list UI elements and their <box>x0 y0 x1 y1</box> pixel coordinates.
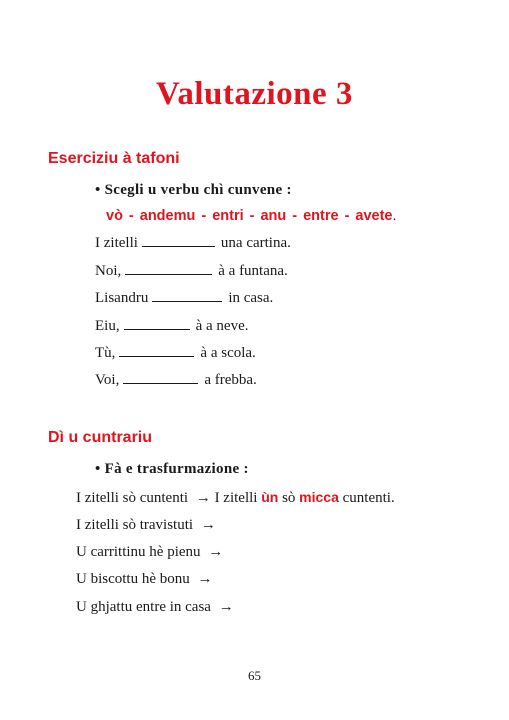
example-sentence: I zitelli sò cuntenti <box>76 490 189 506</box>
word-bank-item: avete <box>355 208 393 224</box>
fill-blank-row <box>95 345 256 362</box>
word-separator: - <box>201 208 207 224</box>
word-bank-item: entri <box>212 208 244 224</box>
answer-blank[interactable] <box>152 291 222 302</box>
row-suffix: à a scola. <box>200 345 256 361</box>
transform-sentence: U carrittinu hè pienu <box>76 544 201 560</box>
transform-sentence: U ghjattu entre in casa <box>76 599 211 615</box>
answer-blank[interactable] <box>124 319 190 330</box>
arrow-icon: → <box>200 517 216 533</box>
example-answer-part: I zitelli <box>214 490 258 506</box>
transform-sentence: U biscottu hè bonu <box>76 571 190 587</box>
word-separator: - <box>292 208 298 224</box>
fill-blank-row <box>95 263 288 280</box>
row-prefix: Lisandru <box>95 290 149 306</box>
word-bank-item: andemu <box>139 208 196 224</box>
row-suffix: in casa. <box>228 290 274 306</box>
fill-blank-row <box>95 318 248 335</box>
row-prefix: Tù, <box>95 345 116 361</box>
word-bank-item: entre <box>303 208 339 224</box>
word-bank-item: anu <box>260 208 287 224</box>
transform-row <box>76 544 223 561</box>
section-heading-fill-blanks: Eserciziu à tafoni <box>48 150 180 167</box>
row-suffix: una cartina. <box>220 235 291 251</box>
negation-highlight: micca <box>299 489 339 505</box>
example-answer-part: sò <box>282 490 296 506</box>
row-prefix: I zitelli <box>95 235 138 251</box>
word-separator: - <box>249 208 255 224</box>
page-number: 65 <box>248 668 261 683</box>
instruction-transform: • Fà e trasfurmazione : <box>95 461 249 477</box>
row-suffix: à a neve. <box>195 318 249 334</box>
instruction-choose-verb: • Scegli u verbu chì cunvene : <box>95 182 292 198</box>
answer-blank[interactable] <box>119 346 194 357</box>
transform-row <box>76 517 216 534</box>
page-title: Valutazione 3 <box>156 76 353 112</box>
word-bank-period: . <box>392 208 397 224</box>
answer-blank[interactable] <box>123 373 198 384</box>
word-separator: - <box>344 208 350 224</box>
arrow-icon: → <box>208 544 224 560</box>
row-suffix: a frebba. <box>204 372 257 388</box>
transform-row <box>76 571 213 588</box>
example-answer-part: cuntenti. <box>342 490 395 506</box>
row-prefix: Voi, <box>95 372 120 388</box>
arrow-icon: → <box>218 599 234 615</box>
fill-blank-row <box>95 290 273 307</box>
answer-blank[interactable] <box>125 264 212 275</box>
example-row <box>76 489 395 507</box>
arrow-icon: → <box>195 490 211 506</box>
fill-blank-row <box>95 235 291 252</box>
word-separator: - <box>128 208 134 224</box>
row-prefix: Eiu, <box>95 318 120 334</box>
word-bank-item: vò <box>106 208 123 224</box>
negation-highlight: ùn <box>261 489 279 505</box>
transform-row <box>76 599 234 616</box>
arrow-icon: → <box>197 571 213 587</box>
transform-sentence: I zitelli sò travistuti <box>76 517 194 533</box>
section-heading-opposite: Dì u cuntrariu <box>48 429 153 446</box>
row-suffix: à a funtana. <box>218 263 288 279</box>
fill-blank-row <box>95 372 257 389</box>
answer-blank[interactable] <box>142 236 215 247</box>
row-prefix: Noi, <box>95 263 122 279</box>
word-bank <box>106 208 397 224</box>
